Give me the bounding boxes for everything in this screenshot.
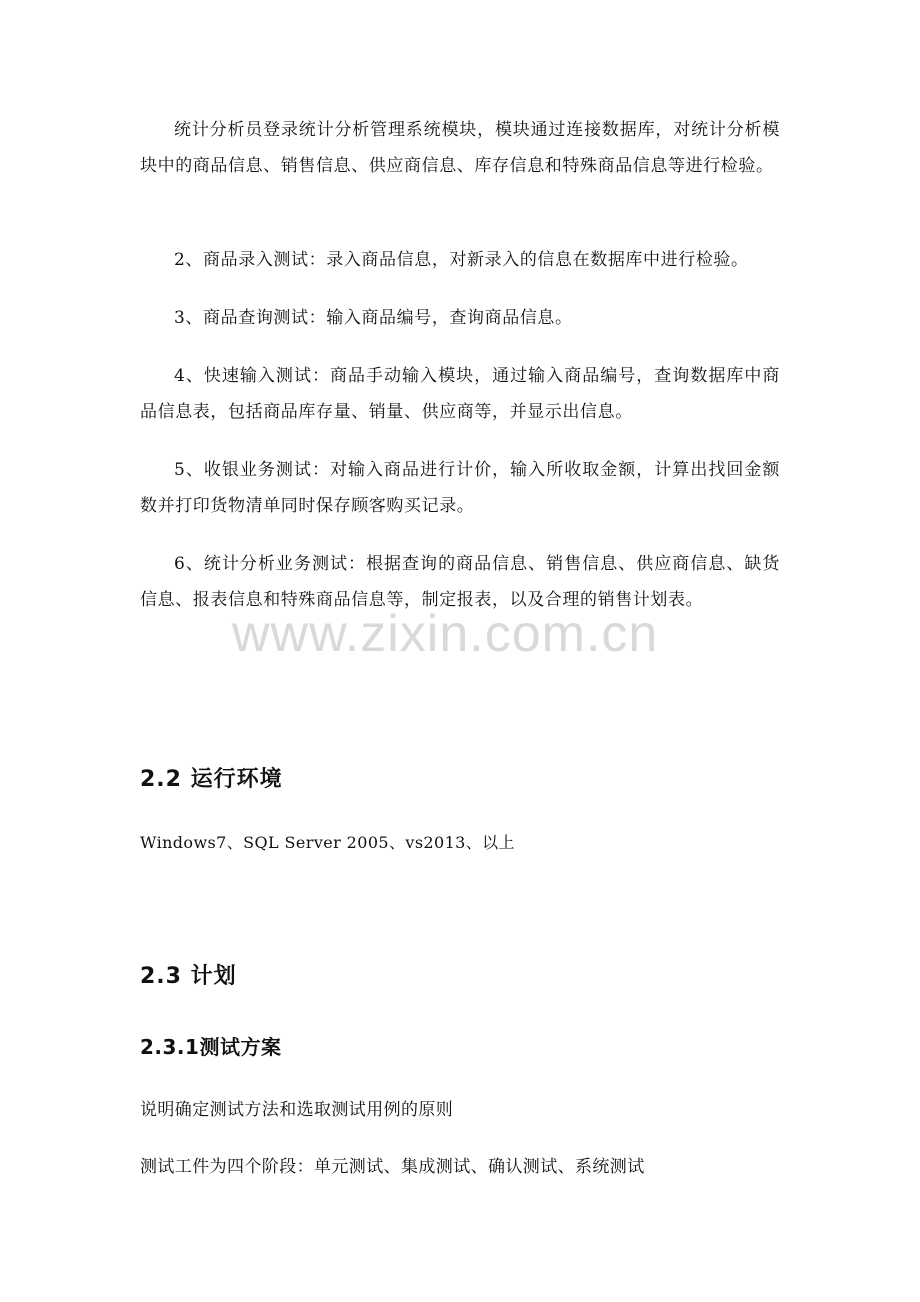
watermark-text: www.zixin.com.cn <box>232 605 659 663</box>
paragraph-item-4: 4、快速输入测试：商品手动输入模块，通过输入商品编号，查询数据库中商品信息表，包括商品库存量、销量、供应商等，并显示出信息。 <box>140 366 780 422</box>
section-heading-2-3: 2.3 计划 <box>140 964 237 989</box>
paragraph-item-6: 6、统计分析业务测试：根据查询的商品信息、销售信息、供应商信息、缺货信息、报表信息和特殊商品信息等，制定报表，以及合理的销售计划表。 <box>140 554 780 610</box>
paragraph-intro: 统计分析员登录统计分析管理系统模块，模块通过连接数据库，对统计分析模块中的商品信息、销售信息、供应商信息、库存信息和特殊商品信息等进行检验。 <box>140 120 780 176</box>
subsection-heading-2-3-1: 2.3.1测试方案 <box>140 1035 282 1059</box>
test-phases-line: 测试工件为四个阶段：单元测试、集成测试、确认测试、系统测试 <box>140 1157 645 1177</box>
test-method-line: 说明确定测试方法和选取测试用例的原则 <box>140 1100 454 1120</box>
run-environment-text: Windows7、SQL Server 2005、vs2013、以上 <box>140 833 515 852</box>
section-heading-2-2: 2.2 运行环境 <box>140 767 283 792</box>
paragraph-item-2: 2、商品录入测试：录入商品信息，对新录入的信息在数据库中进行检验。 <box>174 250 749 270</box>
paragraph-item-5: 5、收银业务测试：对输入商品进行计价，输入所收取金额，计算出找回金额数并打印货物清单同时保存顾客购买记录。 <box>140 460 780 516</box>
paragraph-item-3: 3、商品查询测试：输入商品编号，查询商品信息。 <box>174 308 573 328</box>
